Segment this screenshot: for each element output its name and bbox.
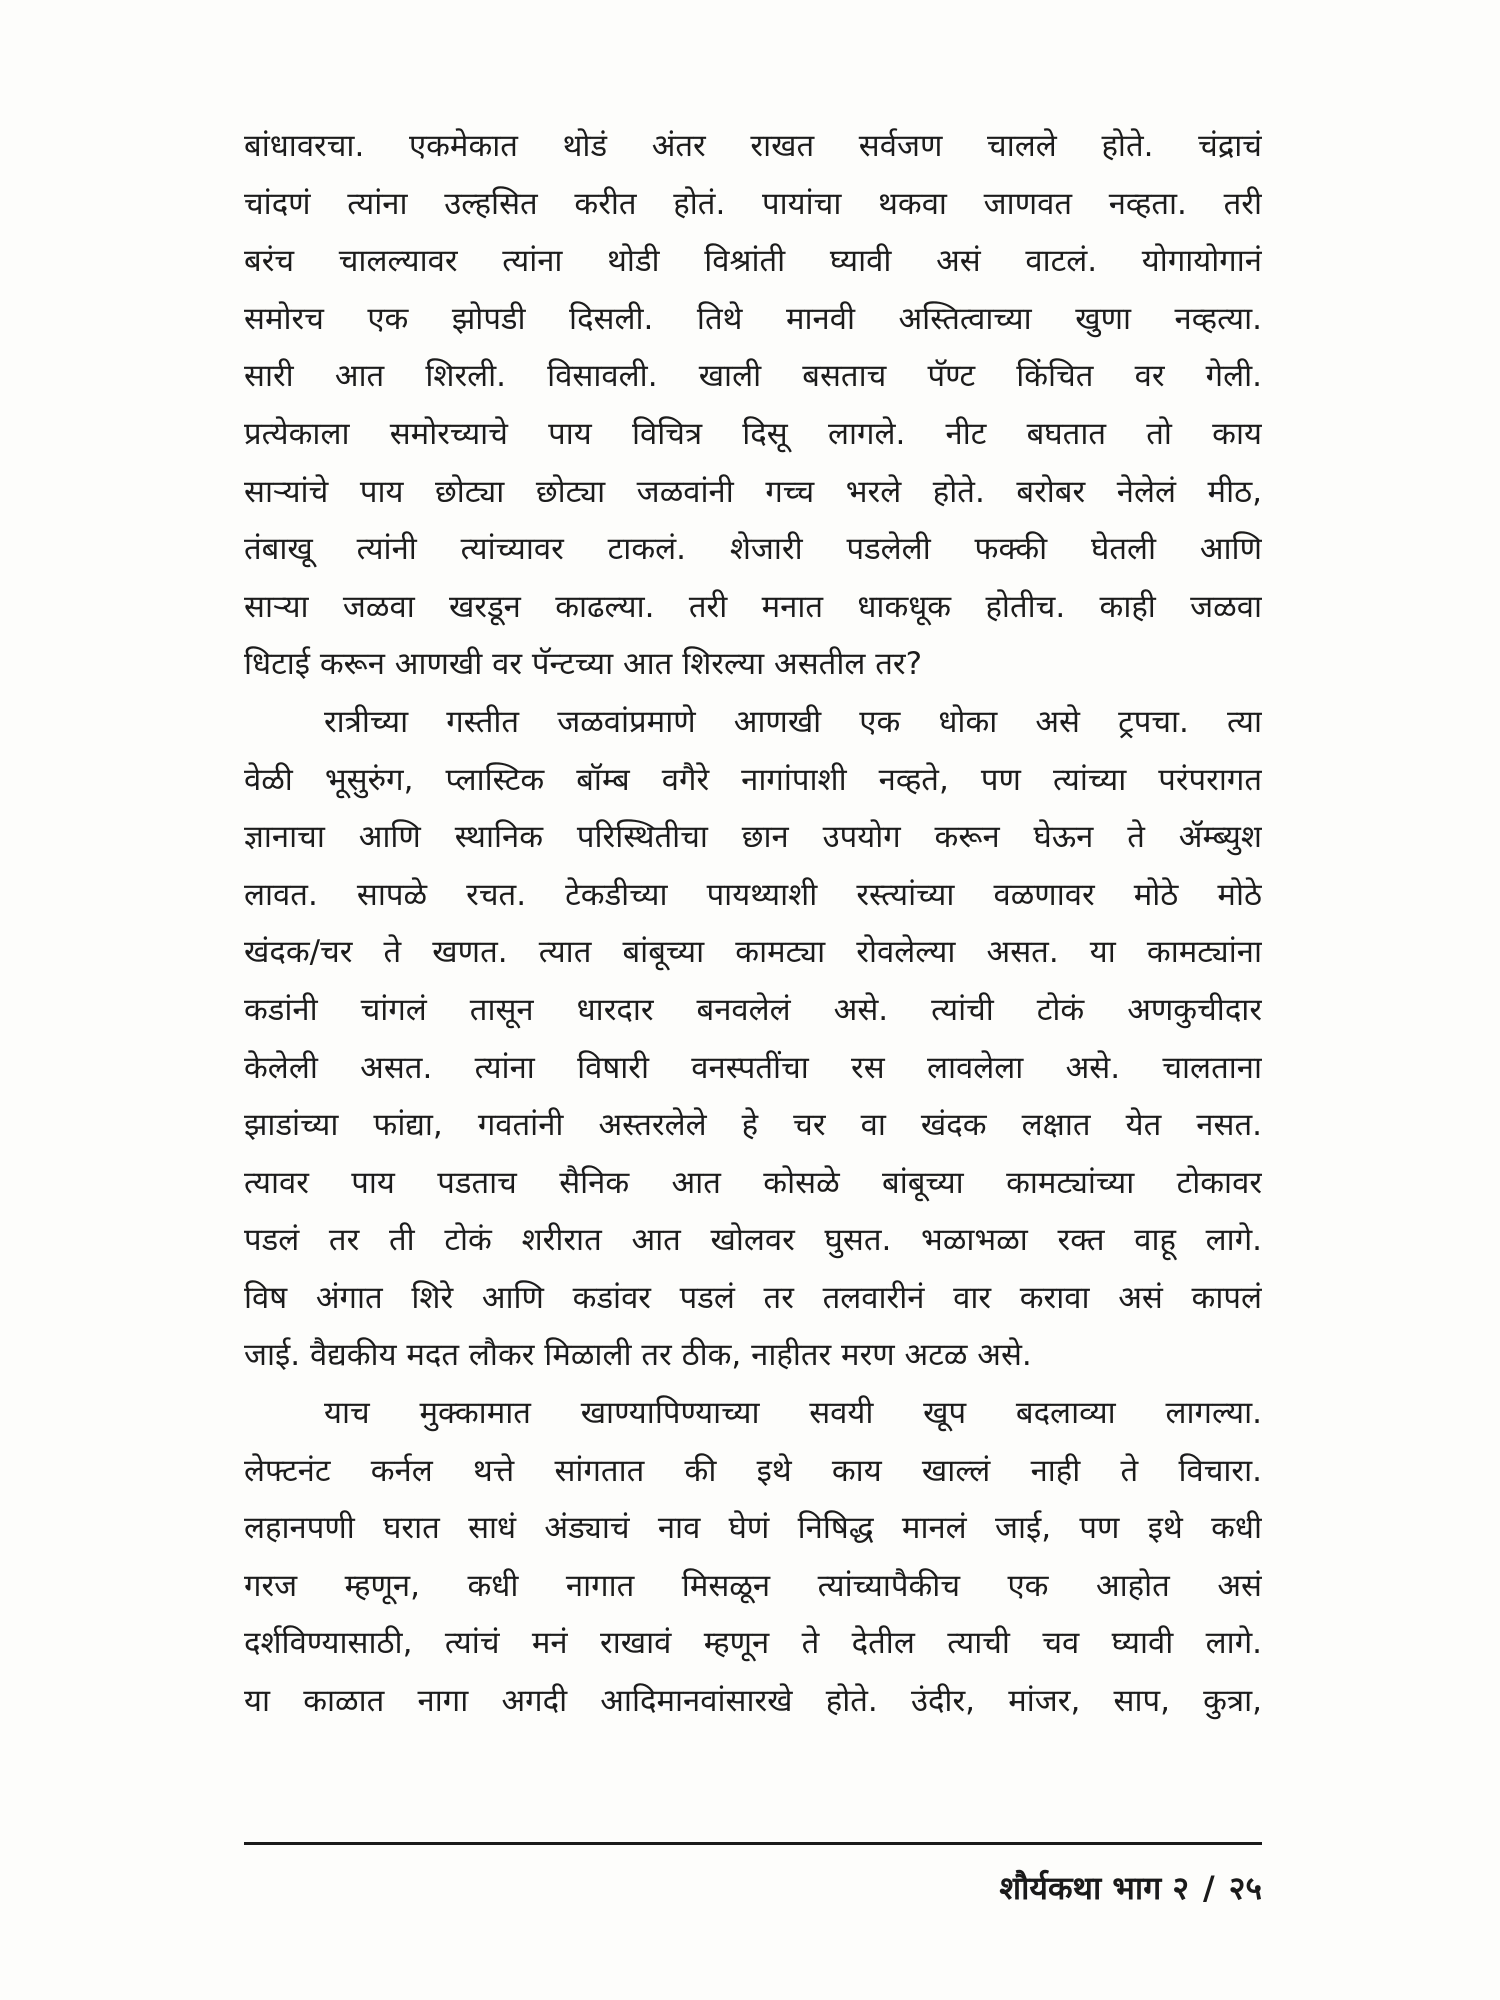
text-line: रात्रीच्या गस्तीत जळवांप्रमाणे आणखी एक धोका असे ट्रपचा. त्या: [324, 703, 1262, 740]
body-text: [244, 118, 1262, 1731]
text-line: वेळी भूसुरुंग, प्लास्टिक बॉम्ब वगैरे नागांपाशी नव्हते, पण त्यांच्या परंपरागत: [244, 761, 1262, 798]
text-line: लावत. सापळे रचत. टेकडीच्या पायथ्याशी रस्त्यांच्या वळणावर मोठे मोठे: [244, 876, 1262, 913]
footer-separator: /: [1203, 1869, 1215, 1907]
text-line: तंबाखू त्यांनी त्यांच्यावर टाकलं. शेजारी पडलेली फक्की घेतली आणि: [244, 531, 1262, 568]
book-title: शौर्यकथा भाग २: [999, 1869, 1190, 1907]
text-line: धिटाई करून आणखी वर पॅन्टच्या आत शिरल्या असतील तर?: [244, 646, 923, 683]
text-line: लहानपणी घरात साधं अंड्याचं नाव घेणं निषिद्ध मानलं जाई, पण इथे कधी: [244, 1510, 1262, 1547]
text-line: विष अंगात शिरे आणि कडांवर पडलं तर तलवारीनं वार करावा असं कापलं: [244, 1279, 1262, 1316]
text-line: लेफ्टनंट कर्नल थत्ते सांगतात की इथे काय खाल्लं नाही ते विचारा.: [244, 1452, 1262, 1489]
text-line: जाई. वैद्यकीय मदत लौकर मिळाली तर ठीक, नाहीतर मरण अटळ असे.: [244, 1337, 1032, 1374]
text-line: खंदक/चर ते खणत. त्यात बांबूच्या कामट्या रोवलेल्या असत. या कामट्यांना: [244, 934, 1262, 971]
text-line: साऱ्या जळवा खरडून काढल्या. तरी मनात धाकधूक होतीच. काही जळवा: [244, 588, 1262, 625]
text-line: समोरच एक झोपडी दिसली. तिथे मानवी अस्तित्वाच्या खुणा नव्हत्या.: [244, 300, 1262, 337]
text-line: या काळात नागा अगदी आदिमानवांसारखे होते. उंदीर, मांजर, साप, कुत्रा,: [244, 1683, 1262, 1720]
text-line: दर्शविण्यासाठी, त्यांचं मनं राखावं म्हणून ते देतील त्याची चव घ्यावी लागे.: [244, 1625, 1262, 1662]
text-line: प्रत्येकाला समोरच्याचे पाय विचित्र दिसू लागले. नीट बघतात तो काय: [244, 415, 1262, 452]
paragraph-3: [244, 1385, 1262, 1731]
paragraph-1: [244, 118, 1262, 694]
text-line: बरंच चालल्यावर त्यांना थोडी विश्रांती घ्यावी असं वाटलं. योगायोगानं: [244, 243, 1262, 280]
text-line: गरज म्हणून, कधी नागात मिसळून त्यांच्यापैकीच एक आहोत असं: [244, 1567, 1262, 1604]
text-line: पडलं तर ती टोकं शरीरात आत खोलवर घुसत. भळाभळा रक्त वाहू लागे.: [244, 1222, 1262, 1259]
text-line: कडांनी चांगलं तासून धारदार बनवलेलं असे. त्यांची टोकं अणकुचीदार: [244, 991, 1262, 1028]
text-line: ज्ञानाचा आणि स्थानिक परिस्थितीचा छान उपयोग करून घेऊन ते ॲम्ब्युश: [244, 819, 1262, 856]
text-line: साऱ्यांचे पाय छोट्या छोट्या जळवांनी गच्च भरले होते. बरोबर नेलेलं मीठ,: [244, 473, 1262, 510]
text-line: सारी आत शिरली. विसावली. खाली बसताच पॅण्ट किंचित वर गेली.: [244, 358, 1262, 395]
text-line: याच मुक्कामात खाण्यापिण्याच्या सवयी खूप बदलाव्या लागल्या.: [324, 1395, 1262, 1432]
footer-rule: [244, 1842, 1262, 1845]
text-line: त्यावर पाय पडताच सैनिक आत कोसळे बांबूच्या कामट्यांच्या टोकावर: [244, 1164, 1262, 1201]
paragraph-2: [244, 694, 1262, 1385]
text-line: चांदणं त्यांना उल्हसित करीत होतं. पायांचा थकवा जाणवत नव्हता. तरी: [244, 185, 1262, 222]
text-line: केलेली असत. त्यांना विषारी वनस्पतींचा रस लावलेला असे. चालताना: [244, 1049, 1262, 1086]
page-number: २५: [1228, 1869, 1262, 1907]
text-line: झाडांच्या फांद्या, गवतांनी अस्तरलेले हे चर वा खंदक लक्षात येत नसत.: [244, 1107, 1262, 1144]
text-line: बांधावरचा. एकमेकात थोडं अंतर राखत सर्वजण चालले होते. चंद्राचं: [244, 128, 1262, 164]
page-footer: [999, 1866, 1262, 1909]
